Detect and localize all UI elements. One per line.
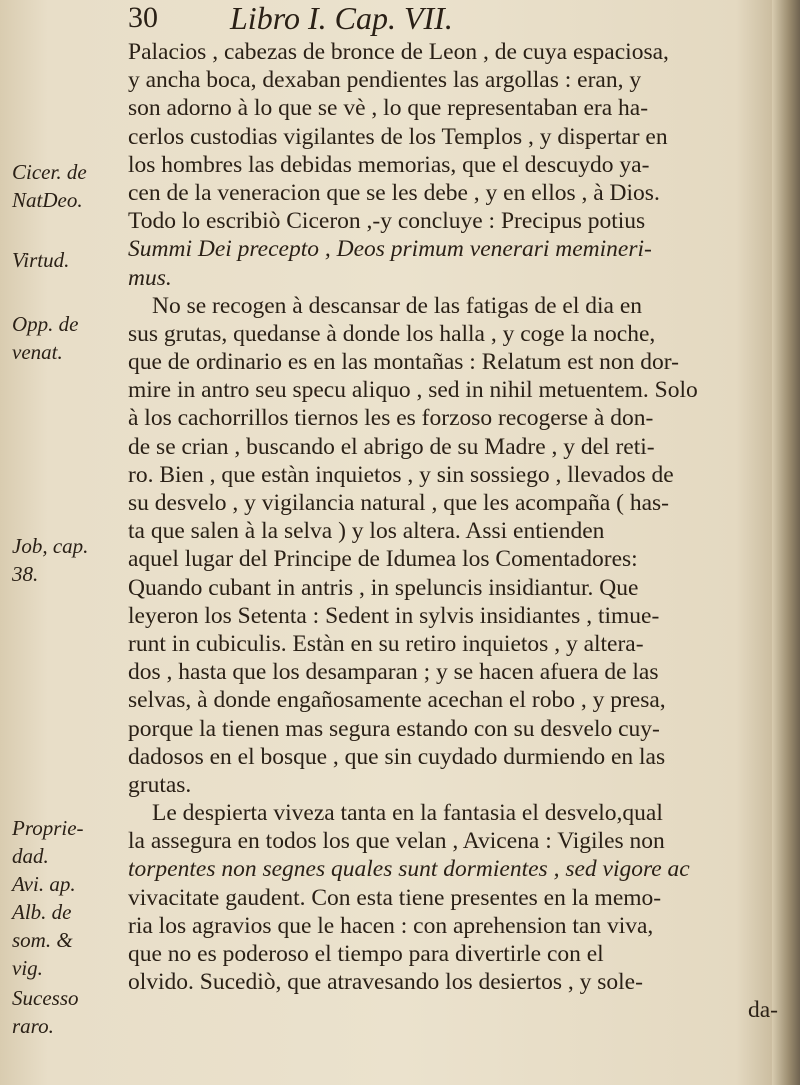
text-line: ta que salen à la selva ) y los altera. Assi entienden	[128, 518, 605, 545]
text-line: selvas, à donde engañosamente acechan el robo , y presa,	[128, 687, 666, 714]
text-line: aquel lugar del Principe de Idumea los Comentadores:	[128, 546, 638, 573]
margin-note-avicena: Avi. ap.	[12, 872, 76, 896]
text-line: Palacios , cabezas de bronce de Leon , de cuya espaciosa,	[128, 39, 669, 65]
text-line: runt in cubiculis. Estàn en su retiro inquietos , y altera-	[128, 630, 644, 657]
text-line: leyeron los Setenta : Sedent in sylvis insidiantes , timue-	[128, 602, 660, 629]
margin-notes	[12, 0, 122, 1085]
margin-note-propriedad: Proprie-	[12, 816, 84, 840]
text-line: que no es poderoso el tiempo para divertirle con el	[128, 941, 604, 967]
text-line: Summi Dei precepto , Deos primum venerari memineri-	[128, 236, 652, 263]
text-line: porque la tienen mas segura estando con su desvelo cuy-	[128, 715, 660, 742]
text-line: que de ordinario es en las montañas : Relatum est non dor-	[128, 349, 679, 376]
text-line: su desvelo , y vigilancia natural , que les acompaña ( has-	[128, 490, 669, 516]
text-line: ria los agravios que le hacen : con aprehension tan viva,	[128, 912, 654, 939]
running-title: Libro I. Cap. VII.	[230, 0, 453, 36]
text-line: à los cachorrillos tiernos les es forzoso recogerse à don-	[128, 405, 654, 432]
body-text	[128, 38, 778, 1025]
text-line: son adorno à lo que se vè , lo que representaban era ha-	[128, 95, 649, 122]
margin-note-avicena-3: som. &	[12, 928, 73, 952]
margin-note-cicero: Cicer. de	[12, 160, 87, 184]
margin-note-avicena-2: Alb. de	[12, 900, 72, 924]
margin-note-propriedad-2: dad.	[12, 844, 49, 868]
text-line: dadosos en el bosque , que sin cuydado durmiendo en las	[128, 743, 666, 770]
margin-note-cicero-2: NatDeo.	[12, 188, 83, 212]
text-line: dos , hasta que los desamparan ; y se hacen afuera de las	[128, 659, 659, 686]
text-line: torpentes non segnes quales sunt dormientes , sed vigore ac	[128, 856, 690, 883]
margin-note-job-2: 38.	[12, 562, 39, 586]
text-line: cerlos custodias vigilantes de los Templos , y dispertar en	[128, 123, 668, 150]
text-line: Le despierta viveza tanta en la fantasia el desvelo,qual	[152, 800, 663, 827]
margin-note-opp: Opp. de	[12, 312, 79, 336]
margin-note-job: Job, cap.	[12, 534, 89, 558]
margin-note-sucesso: Sucesso	[12, 986, 79, 1010]
text-line: mire in antro seu specu aliquo , sed in nihil metuentem. Solo	[128, 377, 698, 404]
text-line: olvido. Sucediò, que atravesando los desiertos , y sole-	[128, 969, 643, 996]
text-line: No se recogen à descansar de las fatigas de el dia en	[152, 292, 643, 319]
margin-note-virtud: Virtud.	[12, 248, 70, 272]
text-line: de se crian , buscando el abrigo de su Madre , y del reti-	[128, 433, 655, 460]
text-line: sus grutas, quedanse à donde los halla , y coge la noche,	[128, 320, 656, 347]
page-number: 30	[128, 1, 158, 34]
text-line: los hombres las debidas memorias, que el descuydo ya-	[128, 151, 650, 178]
margin-note-sucesso-2: raro.	[12, 1014, 54, 1038]
text-line: vivacitate gaudent. Con esta tiene presentes en la memo-	[128, 884, 662, 911]
text-line: Quando cubant in antris , in speluncis insidiantur. Que	[128, 574, 639, 601]
margin-note-avicena-4: vig.	[12, 956, 43, 980]
text-line: ro. Bien , que estàn inquietos , y sin sossiego , llevados de	[128, 461, 674, 488]
text-line: cen de la veneracion que se les debe , y en ellos , à Dios.	[128, 179, 660, 206]
text-line: y ancha boca, dexaban pendientes las argollas : eran, y	[128, 67, 642, 94]
text-line: mus.	[128, 264, 172, 291]
text-line: Todo lo escribiò Ciceron ,-y concluye : Precipus potius	[128, 208, 646, 235]
text-line: la assegura en todos los que velan , Avicena : Vigiles non	[128, 828, 665, 855]
page-header	[128, 0, 768, 38]
text-line: da-	[747, 997, 778, 1024]
text-line: grutas.	[128, 771, 192, 798]
margin-note-opp-2: venat.	[12, 340, 63, 364]
